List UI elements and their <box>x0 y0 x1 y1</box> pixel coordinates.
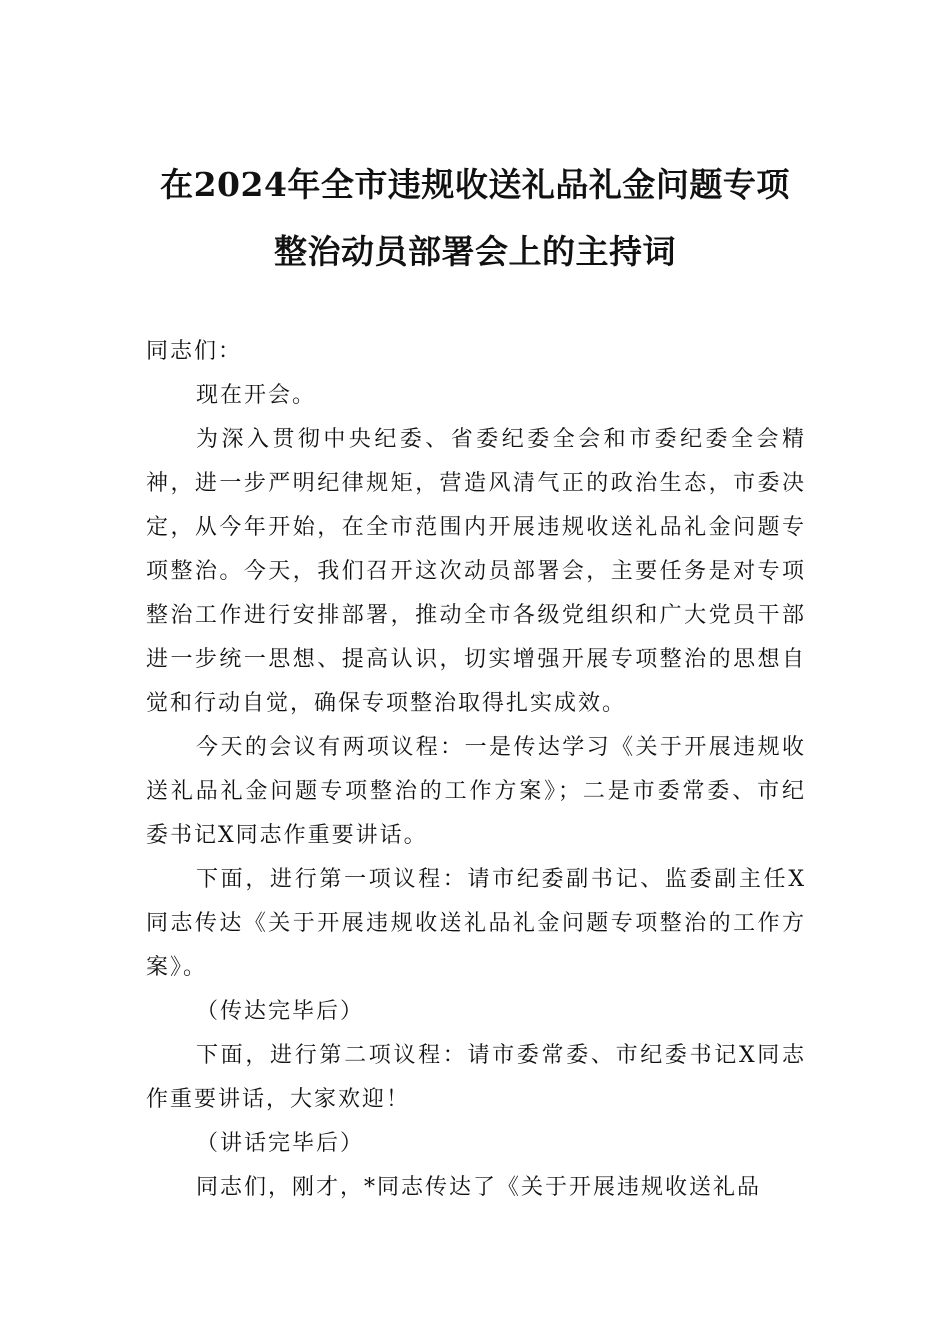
stage-note-after-speech: （讲话完毕后） <box>196 1131 365 1156</box>
stage-note-after-relay: （传达完毕后） <box>196 999 365 1024</box>
paragraph-purpose: 为深入贯彻中央纪委、省委纪委全会和市委纪委全会精神，进一步严明纪律规矩，营造风清气正的政治生态，市委决定，从今年开始，在全市范围内开展违规收送礼品礼金问题专项整治。今天，我们召开这次动员部署会，主要任务是对专项整治工作进行安排部署，推动全市各级党组织和广大党员干部进一步统一思想、提高认识，切实增强开展专项整治的思想自觉和行动自觉，确保专项整治取得扎实成效。 <box>146 427 806 716</box>
paragraph-summary: 同志们，刚才，*同志传达了《关于开展违规收送礼品 <box>196 1175 762 1200</box>
paragraph-open: 现在开会。 <box>196 383 317 408</box>
paragraph-item-two: 下面，进行第二项议程：请市委常委、市纪委书记X同志作重要讲话，大家欢迎！ <box>146 1043 806 1112</box>
title-line-2: 整治动员部署会上的主持词 <box>274 232 676 271</box>
salutation: 同志们： <box>146 339 243 364</box>
document-body <box>146 330 806 1210</box>
title-line-1: 在2024年全市违规收送礼品礼金问题专项 <box>160 165 790 204</box>
paragraph-agenda: 今天的会议有两项议程：一是传达学习《关于开展违规收送礼品礼金问题专项整治的工作方案》；二是市委常委、市纪委书记X同志作重要讲话。 <box>146 735 806 848</box>
paragraph-item-one: 下面，进行第一项议程：请市纪委副书记、监委副主任X同志传达《关于开展违规收送礼品礼金问题专项整治的工作方案》。 <box>146 867 806 980</box>
